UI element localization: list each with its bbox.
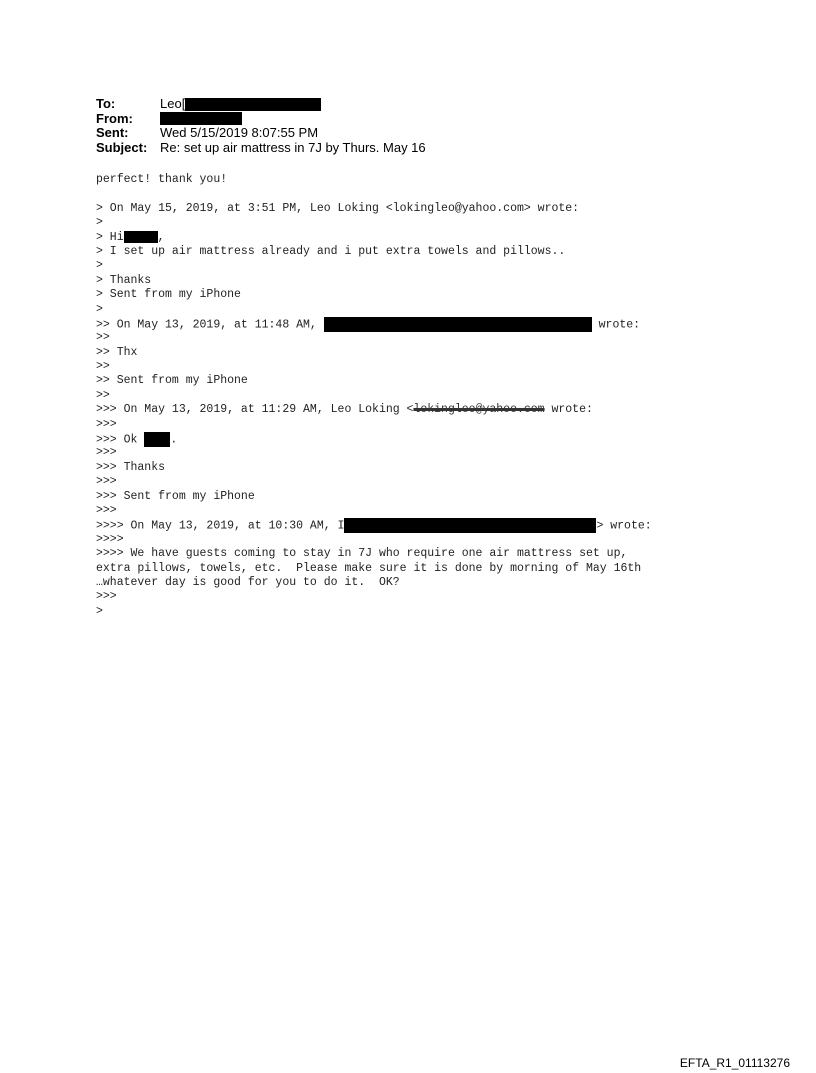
to-row — [96, 97, 426, 112]
body-line: >> — [96, 360, 110, 374]
from-label: From: — [96, 110, 133, 126]
body-line: perfect! thank you! — [96, 173, 228, 186]
redaction-block — [185, 98, 321, 111]
body-line: > — [96, 604, 103, 618]
body-line: > On May 15, 2019, at 3:51 PM, Leo Loking <lokingleo@yahoo.com> wrote: — [96, 201, 580, 215]
body-line: >>> — [96, 503, 117, 517]
redaction-block — [144, 432, 170, 447]
body-line: extra pillows, towels, etc. Please make sure it is done by morning of May 16th — [96, 561, 642, 575]
body-line: …whatever day is good for you to do it. OK? — [96, 575, 400, 589]
body-line: > — [96, 302, 103, 316]
body-line: >>> — [96, 446, 117, 460]
redaction-block — [344, 518, 596, 533]
body-line: >>>> We have guests coming to stay in 7J who require one air mattress set up, — [96, 547, 628, 561]
body-line: >>>> On May 13, 2019, at 10:30 AM, I > wrote: — [96, 519, 652, 533]
body-line: > Sent from my iPhone — [96, 288, 241, 302]
body-line: > Hi , — [96, 230, 165, 244]
body-line: >>> On May 13, 2019, at 11:29 AM, Leo Loking <lokingleo@yahoo.com wrote: — [96, 403, 593, 417]
body-line: >>> — [96, 590, 117, 604]
subject-value: Re: set up air mattress in 7J by Thurs. May 16 — [160, 139, 426, 155]
subject-row — [96, 141, 426, 156]
redaction-block — [124, 231, 158, 243]
to-name: Leo[ — [160, 96, 186, 111]
body-line: >>> — [96, 417, 117, 431]
body-line: >>> Ok . — [96, 433, 178, 447]
body-line: >> Sent from my iPhone — [96, 374, 248, 388]
struck-email: lokingleo@yahoo.com — [413, 403, 545, 417]
sent-value: Wed 5/15/2019 8:07:55 PM — [160, 125, 319, 140]
body-line: >> — [96, 331, 110, 345]
subject-label: Subject: — [96, 139, 148, 155]
body-line: >> — [96, 388, 110, 402]
redaction-block — [324, 317, 592, 332]
document-id: EFTA_R1_01113276 — [679, 1056, 790, 1070]
sent-row — [96, 126, 426, 141]
redaction-block — [160, 112, 242, 125]
body-line: >>> — [96, 475, 117, 489]
email-header — [96, 97, 426, 155]
body-line: > — [96, 259, 103, 273]
body-line: >>> Thanks — [96, 460, 166, 474]
body-line: >>> Sent from my iPhone — [96, 489, 255, 503]
body-line: > Thanks — [96, 273, 152, 287]
body-line: >> On May 13, 2019, at 11:48 AM, wrote: — [96, 318, 641, 332]
sent-label: Sent: — [96, 125, 129, 140]
body-line: >>>> — [96, 532, 124, 546]
body-line: >> Thx — [96, 345, 138, 359]
body-line: > — [96, 216, 103, 230]
email-body — [96, 173, 652, 619]
from-row — [96, 112, 426, 127]
body-line: > I set up air mattress already and i put extra towels and pillows.. — [96, 244, 566, 258]
to-label: To: — [96, 96, 116, 111]
